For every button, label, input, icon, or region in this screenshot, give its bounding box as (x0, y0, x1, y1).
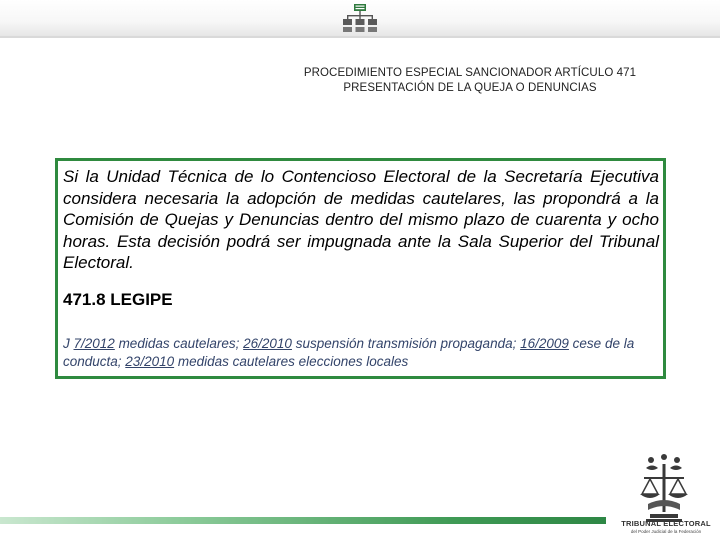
main-paragraph: Si la Unidad Técnica de lo Contencioso Electoral de la Secretaría Ejecutiva considera necesaria la adopción de medidas cautelares, las propondrá a la Comisión de Quejas y Denuncias dentro del mismo plazo de cuarenta y ocho horas. Esta decisión podrá ser impugnada ante la Sala Superior del Tribunal Electoral. (63, 167, 659, 273)
title-line-1: PROCEDIMIENTO ESPECIAL SANCIONADOR ARTÍCULO 471 (303, 67, 637, 79)
jurisprudence-desc-3: cese de la conducta; (63, 336, 635, 369)
tribunal-electoral-logo (626, 450, 702, 526)
jurisprudence-desc-2: suspensión transmisión propaganda; (291, 336, 521, 351)
law-reference: 471.8 LEGIPE (63, 290, 173, 309)
org-chart-icon (342, 3, 378, 33)
logo-title: TRIBUNAL ELECTORAL (621, 519, 711, 528)
jurisprudence-prefix: J (63, 336, 74, 351)
header-divider (0, 36, 720, 38)
jurisprudence-link-23-2010[interactable]: 23/2010 (125, 354, 175, 369)
jurisprudence-link-7-2012[interactable]: 7/2012 (73, 336, 115, 351)
footer-green-bar (0, 517, 606, 524)
jurisprudence-link-16-2009[interactable]: 16/2009 (520, 336, 569, 351)
content-box (55, 158, 666, 379)
page-title (230, 66, 710, 96)
logo-subtitle: del Poder Judicial de la Federación (630, 529, 702, 534)
jurisprudence-link-26-2010[interactable]: 26/2010 (243, 336, 292, 351)
title-line-2: PRESENTACIÓN DE LA QUEJA O DENUNCIAS (343, 82, 597, 94)
jurisprudence-desc-4: medidas cautelares elecciones locales (174, 354, 409, 369)
jurisprudence-text (63, 335, 663, 371)
jurisprudence-desc-1: medidas cautelares; (114, 336, 244, 351)
